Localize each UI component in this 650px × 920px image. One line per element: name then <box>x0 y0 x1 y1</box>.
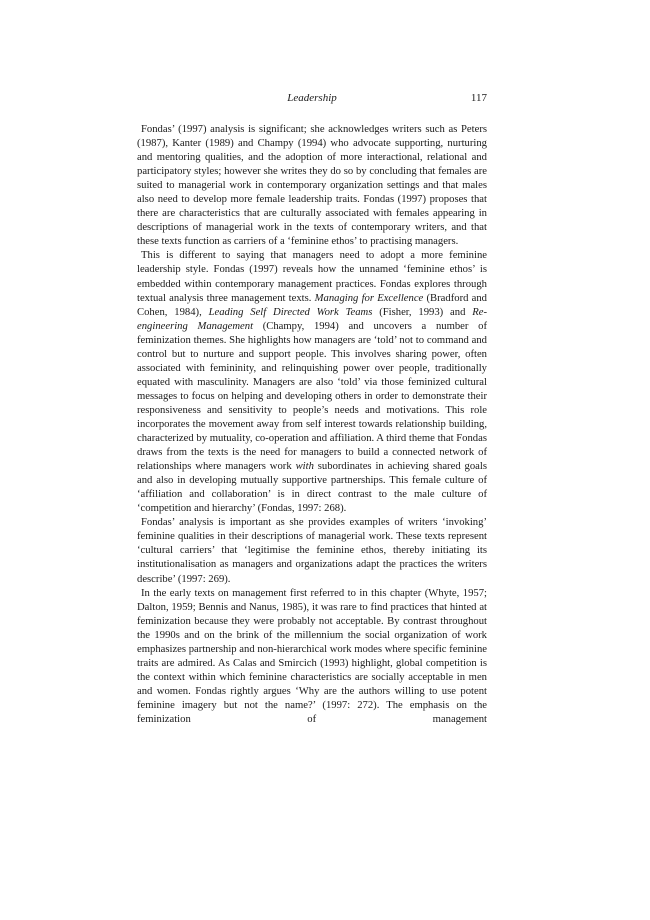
italic-title-text: Managing for Excellence <box>314 292 424 304</box>
paragraph-text: subordinates in achieving shared goals and also in developing mutually supportive partnerships. This female culture of ‘affiliation and collaboration’ is in direct contrast to the male culture of ‘competition and hierarchy’ (Fondas, 1997: 268). <box>137 461 487 515</box>
page-header <box>137 90 487 106</box>
italic-title-text: with <box>295 461 314 473</box>
paragraph <box>137 587 487 727</box>
paragraph-text: (Fisher, 1993) and <box>372 306 473 318</box>
paragraph <box>137 516 487 586</box>
paragraph-text: (Bradford and Cohen, 1984), <box>137 292 488 318</box>
running-title: Leadership <box>287 92 337 104</box>
page-number: 117 <box>470 92 487 104</box>
paragraph-text: Fondas’ analysis is important as she provides examples of writers ‘invoking’ feminine qualities in their descriptions of managerial work. These texts represent ‘cultural carriers’ that ‘legitimise the feminine ethos, thereby initiating its institutionalisation as managers and organizations adapt the practices the writers describe’ (1997: 269). <box>137 517 487 585</box>
paragraph-text: In the early texts on management first referred to in this chapter (Whyte, 1957; Dalton, 1959; Bennis and Nanus, 1985), it was rare to find practices that hinted at feminization because they were probably not acceptable. By contrast throughout the 1990s and on the brink of the millennium the social organization of work emphasizes partnership and non-hierarchical work modes where specific feminine traits are admired. As Calas and Smircich (1993) highlight, global competition is the context within which feminine characteristics are socially acceptable in men and women. Fondas rightly argues ‘Why are the authors willing to use potent feminine imagery but not the name?’ (1997: 272). The emphasis on the feminization of management <box>137 587 487 725</box>
paragraph <box>137 249 487 516</box>
paragraph-text: This is different to saying that managers need to adopt a more feminine leadership style. Fondas (1997) reveals how the unnamed ‘feminine ethos’ is embedded within contemporary management practices. Fondas explores through textual analysis three management texts. <box>137 250 487 304</box>
paragraph-text: (Champy, 1994) and uncovers a number of feminization themes. She highlights how managers are ‘told’ not to command and control but to nurture and support people. This involves sharing power, often associated with femininity, and relinquishing power over people, traditionally equated with masculinity. Managers are also ‘told’ via those feminized cultural messages to focus on helping and developing others in order to demonstrate their responsiveness and sensitivity to people’s needs and motivations. This role incorporates the movement away from self interest towards relationship building, characterized by mutuality, co-operation and affiliation. A third theme that Fondas draws from the texts is the need for managers to build a connected network of relationships where managers work <box>137 320 487 473</box>
italic-title-text: Re-engineering Management <box>137 306 487 332</box>
paragraph-text: Fondas’ (1997) analysis is significant; she acknowledges writers such as Peters (1987), Kanter (1989) and Champy (1994) who advocate supporting, nurturing and mentoring qualities, and the adoption of more interactional, relational and participatory styles; however she writes they do so by concluding that females are suited to managerial work in contemporary organization settings and that males also need to develop more female leadership traits. Fondas (1997) proposes that there are characteristics that are culturally associated with females appearing in descriptions of managerial work in the texts of contemporary writers, and that these texts function as carriers of a ‘feminine ethos’ to practising managers. <box>137 124 487 248</box>
paragraph <box>137 123 487 249</box>
italic-title-text: Leading Self Directed Work Teams <box>208 306 373 318</box>
body-text <box>137 123 487 727</box>
